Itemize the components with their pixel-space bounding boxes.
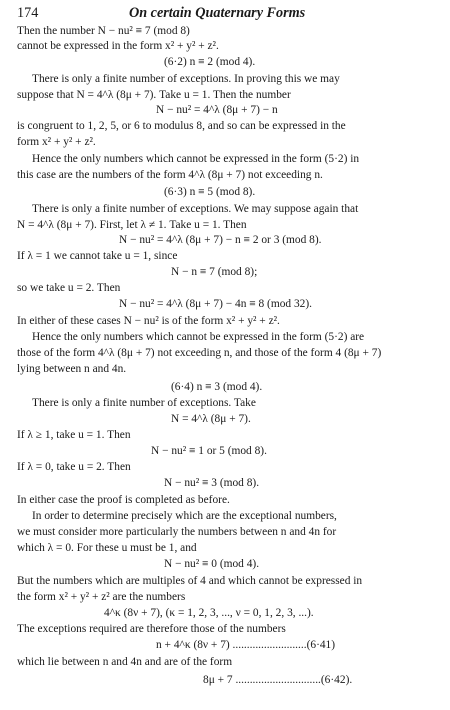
text-line: If λ ≥ 1, take u = 1. Then	[17, 429, 131, 441]
text-line: N − nu² = 4^λ (8μ + 7) − n ≡ 2 or 3 (mod 8).	[119, 234, 322, 246]
text-line: Hence the only numbers which cannot be expressed in the form (5·2) are	[32, 331, 365, 343]
text-line: N − nu² ≡ 1 or 5 (mod 8).	[151, 445, 267, 457]
text-line: n + 4^κ (8ν + 7) ..........................(6·41)	[156, 639, 336, 651]
page-number: 174	[17, 5, 39, 21]
text-line: N − nu² = 4^λ (8μ + 7) − n	[156, 104, 278, 116]
text-line: But the numbers which are multiples of 4 and which cannot be expressed in	[17, 575, 363, 587]
text-line: this case are the numbers of the form 4^λ (8μ + 7) not exceeding n.	[17, 169, 323, 181]
text-line: N − nu² ≡ 3 (mod 8).	[164, 477, 260, 489]
text-line: which lie between n and 4n and are of the form	[17, 656, 233, 668]
text-line: 4^κ (8ν + 7), (κ = 1, 2, 3, ..., ν = 0, 1, 2, 3, ...).	[104, 607, 314, 619]
text-line: cannot be expressed in the form x² + y² + z².	[17, 40, 219, 52]
text-line: N = 4^λ (8μ + 7).	[171, 413, 251, 425]
text-line: form x² + y² + z².	[17, 136, 96, 148]
text-line: There is only a finite number of exceptions. In proving this we may	[32, 73, 340, 85]
text-line: we must consider more particularly the numbers between n and 4n for	[17, 526, 337, 538]
text-line: so we take u = 2. Then	[17, 282, 121, 294]
text-line: If λ = 1 we cannot take u = 1, since	[17, 250, 178, 262]
text-line: N = 4^λ (8μ + 7). First, let λ ≠ 1. Take u = 1. Then	[17, 219, 247, 231]
text-line: Then the number N − nu² ≡ 7 (mod 8)	[17, 25, 190, 37]
text-line: (6·2) n ≡ 2 (mod 4).	[164, 56, 256, 68]
running-title: On certain Quaternary Forms	[129, 5, 306, 21]
text-line: lying between n and 4n.	[17, 363, 127, 375]
text-line: In order to determine precisely which are the exceptional numbers,	[32, 510, 337, 522]
text-line: those of the form 4^λ (8μ + 7) not exceeding n, and those of the form 4 (8μ + 7)	[17, 347, 382, 359]
text-line: suppose that N = 4^λ (8μ + 7). Take u = 1. Then the number	[17, 89, 291, 101]
text-line: In either case the proof is completed as before.	[17, 494, 230, 506]
text-line: Hence the only numbers which cannot be expressed in the form (5·2) in	[32, 153, 360, 165]
text-line: the form x² + y² + z² are the numbers	[17, 591, 186, 603]
text-line: The exceptions required are therefore those of the numbers	[17, 623, 286, 635]
text-line: N − n ≡ 7 (mod 8);	[171, 266, 258, 278]
text-line: In either of these cases N − nu² is of the form x² + y² + z².	[17, 315, 280, 327]
text-line: (6·3) n ≡ 5 (mod 8).	[164, 186, 256, 198]
text-line: 8μ + 7 ..............................(6·42).	[203, 674, 353, 686]
text-line: There is only a finite number of exceptions. Take	[32, 397, 256, 409]
text-line: N − nu² = 4^λ (8μ + 7) − 4n ≡ 8 (mod 32).	[119, 298, 312, 310]
text-line: which λ = 0. For these u must be 1, and	[17, 542, 197, 554]
text-line: (6·4) n ≡ 3 (mod 4).	[171, 381, 263, 393]
text-line: There is only a finite number of exceptions. We may suppose again that	[32, 203, 359, 215]
text-line: is congruent to 1, 2, 5, or 6 to modulus 8, and so can be expressed in the	[17, 120, 346, 132]
text-line: If λ = 0, take u = 2. Then	[17, 461, 131, 473]
text-line: N − nu² ≡ 0 (mod 4).	[164, 558, 260, 570]
